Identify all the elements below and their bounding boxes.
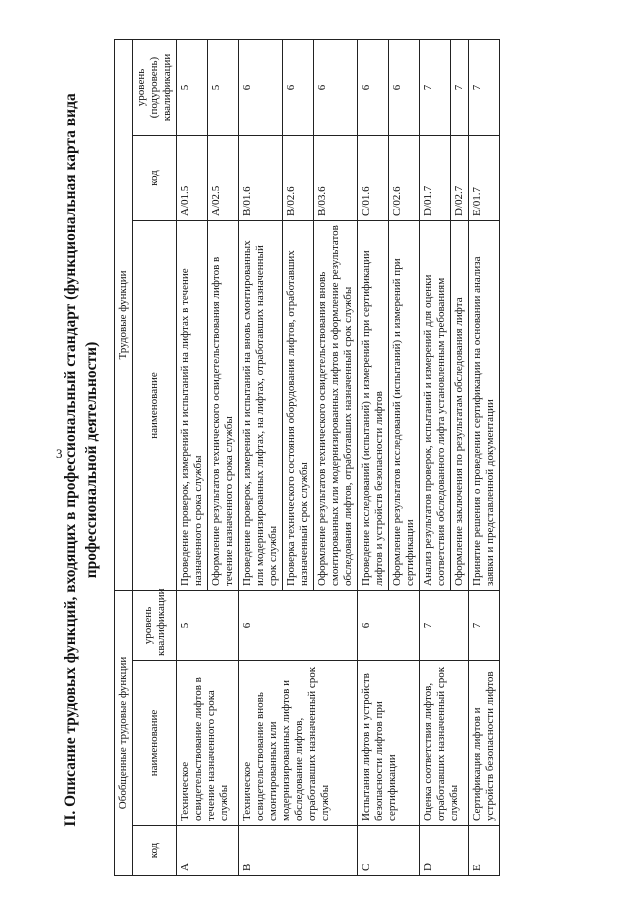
header-row-groups — [115, 39, 133, 875]
header-generalized-functions: Обобщенные трудовые функции — [115, 590, 133, 875]
function-level-cell: 6 — [283, 39, 314, 135]
header-function-name: наименование — [133, 220, 177, 590]
function-code-cell: D/01.7 — [420, 135, 451, 220]
generalized-code-cell: E — [469, 826, 500, 876]
header-sublevel: уровень (подуровень) квалификации — [133, 39, 177, 135]
function-name-cell: Оформление результатов исследований (испытаний) и измерений при сертификации — [389, 220, 420, 590]
generalized-level-cell: 7 — [420, 590, 469, 660]
function-level-cell: 7 — [451, 39, 469, 135]
page-number: 3 — [56, 446, 63, 461]
functional-map-table — [114, 39, 500, 876]
function-name-cell: Проведение проверок, измерений и испытаний на вновь смонтированных или модернизированных лифтах, на лифтах, отработавших назначенный срок службы — [239, 220, 283, 590]
function-code-cell: A/02.5 — [208, 135, 239, 220]
generalized-code-cell: A — [177, 826, 239, 876]
function-code-cell: E/01.7 — [469, 135, 500, 220]
generalized-name-cell: Техническое освидетельствование вновь смонтированных или модернизированных лифтов и обследование лифтов, отработавших назначенный срок службы — [239, 661, 358, 826]
heading-line-2: профессиональной деятельности) — [83, 341, 100, 579]
generalized-level-cell: 6 — [358, 590, 420, 660]
section-heading — [60, 20, 102, 900]
function-name-cell: Принятие решения о проведении сертификации на основании анализа заявки и представленной документации — [469, 220, 500, 590]
function-level-cell: 7 — [420, 39, 451, 135]
table-row — [358, 39, 389, 875]
generalized-name-cell: Оценка соответствия лифтов, отработавших назначенный срок службы — [420, 661, 469, 826]
function-name-cell: Проведение исследований (испытаний) и измерений при сертификации лифтов и устройств безопасности лифтов — [358, 220, 389, 590]
function-level-cell: 5 — [208, 39, 239, 135]
header-code: код — [133, 826, 177, 876]
function-name-cell: Оформление заключения по результатам обследования лифта — [451, 220, 469, 590]
generalized-code-cell: B — [239, 826, 358, 876]
function-name-cell: Анализ результатов проверок, испытаний и измерений для оценки соответствия обследованного лифта установленным требованиям — [420, 220, 451, 590]
function-code-cell: B/03.6 — [314, 135, 358, 220]
table-row — [469, 39, 500, 875]
function-code-cell: B/01.6 — [239, 135, 283, 220]
table-row — [177, 39, 208, 875]
function-name-cell: Проведение проверок, измерений и испытаний на лифтах в течение назначенного срока службы — [177, 220, 208, 590]
header-row-columns — [133, 39, 177, 875]
rotated-page-content — [60, 20, 600, 900]
heading-line-1: II. Описание трудовых функций, входящих в профессиональный стандарт (функциональная карта вида — [62, 93, 79, 827]
header-level: уровень квалификации — [133, 590, 177, 660]
function-name-cell: Проверка технического состояния оборудования лифтов, отработавших назначенный срок службы — [283, 220, 314, 590]
header-name: наименование — [133, 661, 177, 826]
function-level-cell: 6 — [314, 39, 358, 135]
table-body — [177, 39, 500, 875]
table-row — [420, 39, 451, 875]
function-level-cell: 6 — [389, 39, 420, 135]
function-code-cell: C/02.6 — [389, 135, 420, 220]
function-level-cell: 6 — [358, 39, 389, 135]
function-level-cell: 5 — [177, 39, 208, 135]
function-code-cell: D/02.7 — [451, 135, 469, 220]
header-function-code: код — [133, 135, 177, 220]
function-code-cell: C/01.6 — [358, 135, 389, 220]
generalized-level-cell: 6 — [239, 590, 358, 660]
generalized-code-cell: C — [358, 826, 420, 876]
generalized-level-cell: 5 — [177, 590, 239, 660]
function-name-cell: Оформление результатов технического освидетельствования вновь смонтированных или модернизированных лифтов и оформление результатов обследования лифтов, отработавших назначенный срок службы — [314, 220, 358, 590]
generalized-name-cell: Сертификация лифтов и устройств безопасности лифтов — [469, 661, 500, 826]
function-name-cell: Оформление результатов технического освидетельствования лифтов в течение назначенного срока службы — [208, 220, 239, 590]
table-row — [239, 39, 283, 875]
header-labor-functions: Трудовые функции — [115, 39, 133, 590]
function-level-cell: 6 — [239, 39, 283, 135]
function-code-cell: A/01.5 — [177, 135, 208, 220]
function-code-cell: B/02.6 — [283, 135, 314, 220]
generalized-name-cell: Техническое освидетельствование лифтов в течение назначенного срока службы — [177, 661, 239, 826]
function-level-cell: 7 — [469, 39, 500, 135]
generalized-code-cell: D — [420, 826, 469, 876]
generalized-name-cell: Испытания лифтов и устройств безопасности лифтов при сертификации — [358, 661, 420, 826]
generalized-level-cell: 7 — [469, 590, 500, 660]
